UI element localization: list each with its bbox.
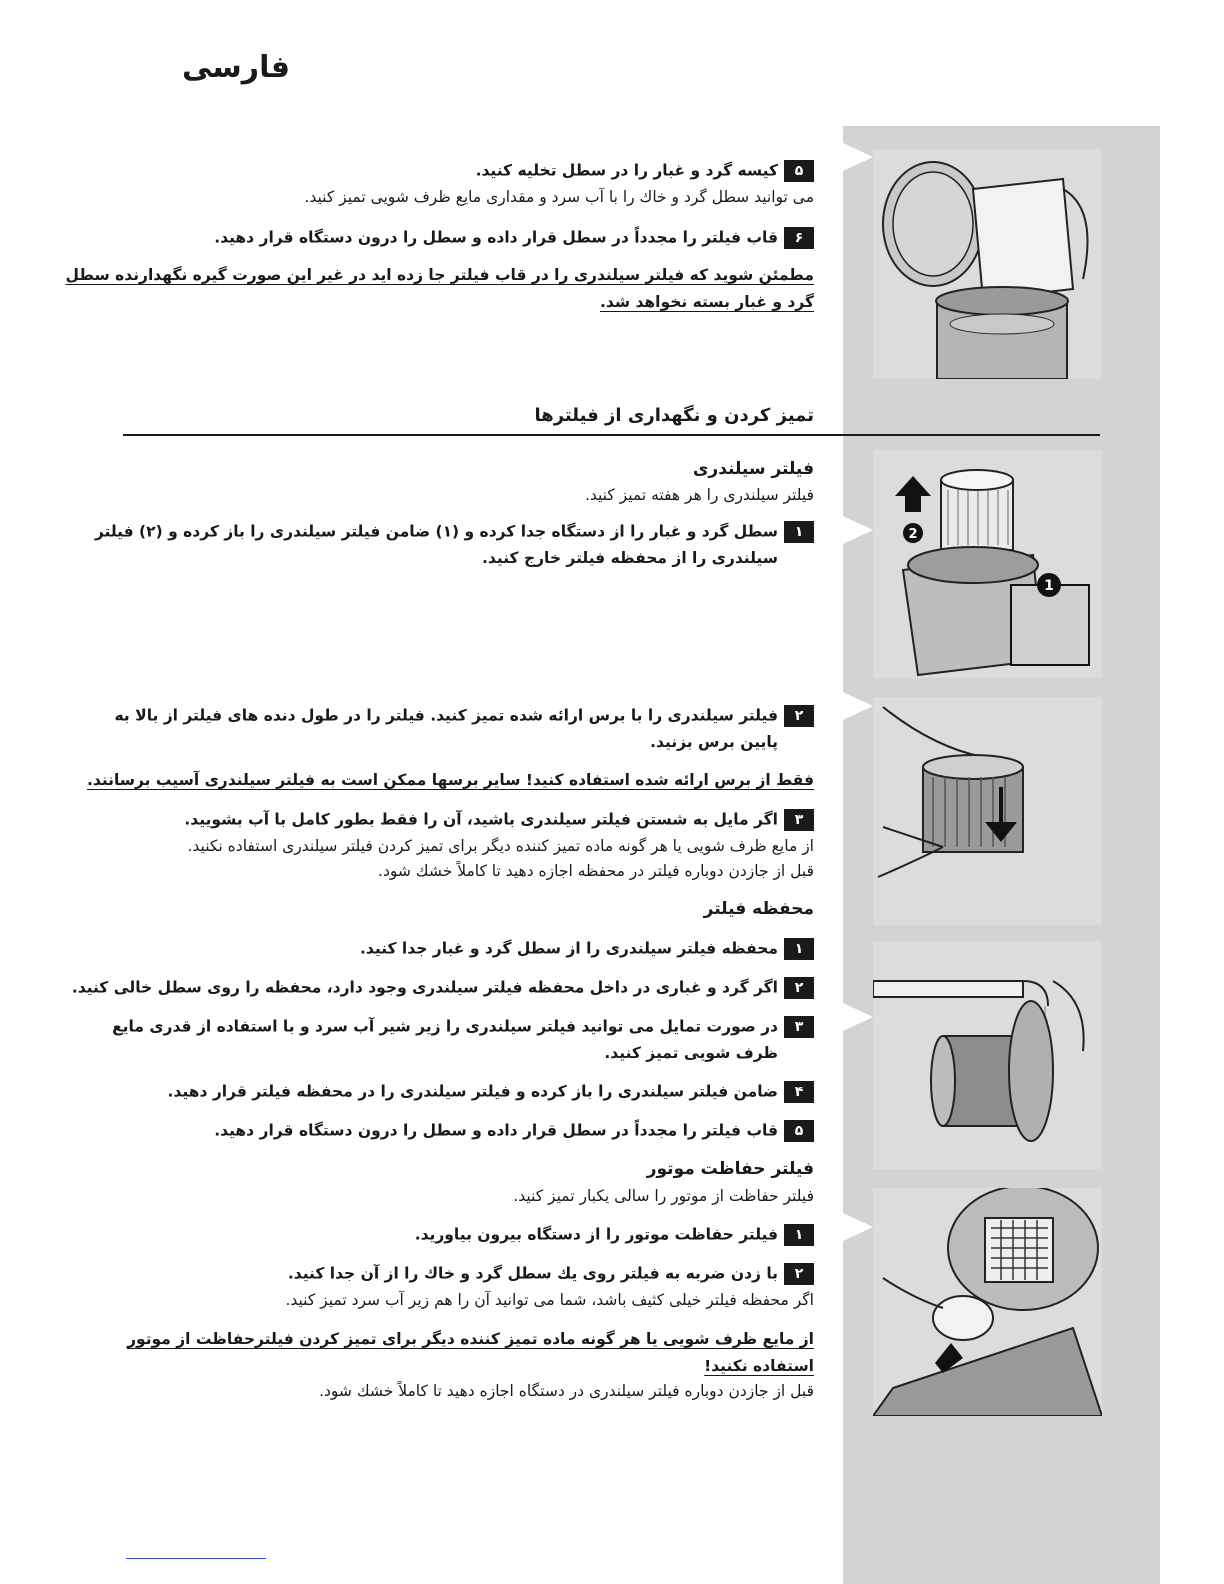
notch-2: [843, 516, 873, 544]
warning-brush: فقط از برس ارائه شده استفاده کنید! سایر برسها ممکن است به فیلتر سیلندری آسیب برسانند.: [86, 771, 814, 789]
housing-step-2: [72, 977, 814, 999]
step-text: کیسه گرد و غبار را در سطل تخلیه کنید.: [475, 161, 778, 180]
step-number-badge: ۲: [784, 1263, 814, 1285]
step-text: قاب فیلتر را مجدداً در سطل قرار داده و سطل را درون دستگاه قرار دهید.: [214, 228, 778, 247]
step-text: محفظه فیلتر سیلندری را از سطل گرد و غبار جدا کنید.: [360, 939, 778, 958]
empty-dust-bucket-illustration: [873, 149, 1102, 379]
step-text: قاب فیلتر را مجدداً در سطل قرار داده و سطل را درون دستگاه قرار دهید.: [214, 1121, 778, 1140]
remove-motor-filter-illustration: [873, 1188, 1102, 1416]
step-text: ضامن فیلتر سیلندری را باز کرده و فیلتر سیلندری را در محفظه فیلتر قرار دهید.: [167, 1082, 778, 1101]
step-number-badge: ۳: [784, 809, 814, 831]
housing-step-3: [112, 1016, 814, 1038]
cylinder-step-1-cont: سیلندری را از محفظه فیلتر خارج کنید.: [482, 549, 778, 567]
motor-note-2: قبل از جازدن دوباره فیلتر سیلندری در دستگاه اجازه دهید تا کاملاً خشك شود.: [319, 1382, 814, 1400]
step-text: در صورت تمایل می توانید فیلتر سیلندری را زیر شیر آب سرد و با استفاده از قدری مایع: [112, 1017, 778, 1036]
remove-cylinder-filter-illustration: [873, 450, 1102, 678]
step-text: فیلتر حفاظت موتور را از دستگاه بیرون بیاورید.: [414, 1225, 778, 1244]
cylinder-note-2: قبل از جازدن دوباره فیلتر در محفظه اجازه دهید تا کاملاً خشك شود.: [378, 862, 814, 880]
step-number-badge: ۳: [784, 1016, 814, 1038]
motor-intro: فیلتر حفاظت از موتور را سالی یکبار تمیز کنید.: [513, 1187, 814, 1205]
step-number-badge: ۶: [784, 227, 814, 249]
step-5-empty-bag: [476, 160, 814, 182]
cylinder-step-3: [184, 809, 814, 831]
cylinder-intro: فیلتر سیلندری را هر هفته تمیز کنید.: [584, 486, 814, 504]
warning-line: از مایع ظرف شویی یا هر گونه ماده تمیز کننده دیگر برای تمیز کردن فیلترحفاظت از موتور: [127, 1330, 814, 1348]
language-title: فارسی: [181, 50, 290, 85]
motor-note-1: اگر محفظه فیلتر خیلی کثیف باشد، شما می توانید آن را هم زیر آب سرد تمیز کنید.: [285, 1291, 814, 1309]
motor-step-2: [288, 1263, 814, 1285]
step-text: با زدن ضربه به فیلتر روی یك سطل گرد و خاك را از آن جدا کنید.: [287, 1264, 778, 1283]
step-number-badge: ۴: [784, 1081, 814, 1103]
footer-rule: [126, 1558, 266, 1559]
step-number-badge: ۵: [784, 160, 814, 182]
warning-line: گرد و غبار بسته نخواهد شد.: [599, 293, 814, 311]
note-clean-bucket: می توانید سطل گرد و خاك را با آب سرد و مقداری مایع ظرف شویی تمیز کنید.: [304, 188, 814, 206]
cylinder-note-1: از مایع ظرف شویی یا هر گونه ماده تمیز کننده دیگر برای تمیز کردن فیلتر سیلندری استفاده نکنید.: [187, 837, 814, 855]
step-text: سطل گرد و غبار را از دستگاه جدا کرده و (۱) ضامن فیلتر سیلندری را باز کرده و (۲) فیلتر: [94, 522, 778, 541]
cylinder-step-2: [115, 705, 814, 727]
housing-step-1: [360, 938, 814, 960]
step-text: اگر مایل به شستن فیلتر سیلندری باشید، آن را فقط بطور کامل با آب بشویید.: [184, 810, 778, 829]
notch-4: [843, 1003, 873, 1031]
notch-3: [843, 692, 873, 720]
step-number-badge: ۵: [784, 1120, 814, 1142]
step-number-badge: ۲: [784, 705, 814, 727]
svg-text:1: 1: [1044, 578, 1054, 594]
svg-text:2: 2: [908, 527, 918, 542]
step-number-badge: ۱: [784, 521, 814, 543]
step-6-reinsert-frame: [214, 227, 814, 249]
step-text: فیلتر سیلندری را با برس ارائه شده تمیز کنید. فیلتر را در طول دنده های فیلتر از بالا به: [114, 706, 778, 725]
rinse-filter-housing-illustration: [873, 941, 1102, 1169]
subsection-title-housing: محفظه فیلتر: [703, 899, 814, 919]
motor-step-1: [415, 1224, 814, 1246]
section-title: تمیز کردن و نگهداری از فیلترها: [534, 405, 814, 426]
cylinder-step-2-cont: پایین برس بزنید.: [650, 733, 778, 751]
brush-filter-illustration: [873, 697, 1102, 925]
step-text: اگر گرد و غباری در داخل محفظه فیلتر سیلندری وجود دارد، محفظه را روی سطل خالی کنید.: [71, 978, 778, 997]
subsection-title-motor: فیلتر حفاظت موتور: [646, 1159, 814, 1179]
notch-1: [843, 143, 873, 171]
warning-line: استفاده نکنید!: [704, 1357, 814, 1375]
cylinder-step-1: [95, 521, 814, 543]
subsection-title-cylinder: فیلتر سیلندری: [692, 459, 814, 479]
step-number-badge: ۱: [784, 938, 814, 960]
housing-step-3-cont: ظرف شویی تمیز کنید.: [604, 1044, 778, 1062]
section-divider: [123, 434, 1100, 436]
housing-step-4: [168, 1081, 814, 1103]
notch-5: [843, 1213, 873, 1241]
step-number-badge: ۲: [784, 977, 814, 999]
warning-line: مطمئن شوید که فیلتر سیلندری را در قاب فیلتر جا زده اید در غیر این صورت گیره نگهدارنده سطل: [65, 266, 814, 284]
step-number-badge: ۱: [784, 1224, 814, 1246]
housing-step-5: [214, 1120, 814, 1142]
